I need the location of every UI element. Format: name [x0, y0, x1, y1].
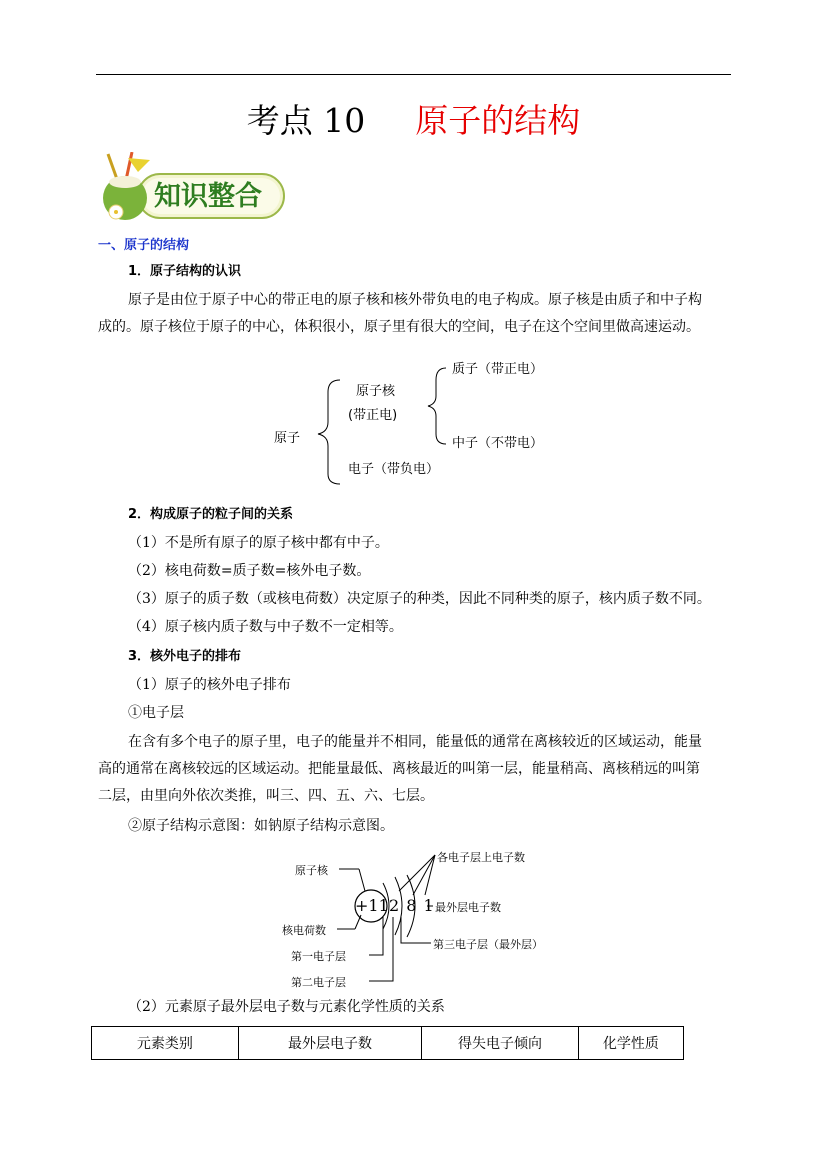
section-heading-1: 一、原子的结构 — [98, 238, 190, 253]
nucleus-label: 原子核 — [356, 384, 396, 399]
shell3-pointer-label: 第三电子层（最外层） — [433, 938, 543, 951]
electron-counts: 2 8 1 — [389, 896, 435, 915]
nucleus-charge-value: +11 — [355, 896, 389, 915]
subheading-3: 3．核外电子的排布 — [128, 649, 242, 664]
paragraph-line: 成的。原子核位于原子的中心，体积很小，原子里有很大的空间，电子在这个空间里做高速运动。 — [98, 319, 700, 335]
list-item: （4）原子核内质子数与中子数不一定相等。 — [128, 619, 403, 635]
paragraph-line: 二层，由里向外依次类推，叫三、四、五、六、七层。 — [98, 788, 434, 804]
atom-composition-diagram — [260, 352, 580, 487]
list-item: （2）核电荷数=质子数=核外电子数。 — [128, 563, 371, 579]
knowledge-badge-logo — [98, 152, 288, 224]
paragraph-shells — [98, 729, 734, 810]
title-topic: 原子的结构 — [415, 101, 581, 140]
table-header-cell: 化学性质 — [578, 1027, 683, 1060]
list-item: （1）原子的核外电子排布 — [128, 677, 291, 693]
electron-label: 电子（带负电） — [348, 462, 440, 477]
badge-text: 知识整合 — [154, 181, 262, 212]
list-item: （2）元素原子最外层电子数与元素化学性质的关系 — [128, 999, 445, 1015]
paragraph-line: 在含有多个电子的原子里，电子的能量并不相同，能量低的通常在离核较近的区域运动，能量 — [128, 734, 702, 750]
neutron-label: 中子（不带电） — [452, 436, 544, 451]
shell2-pointer-label: 第二电子层 — [291, 976, 346, 989]
table-header-row — [92, 1027, 684, 1060]
subheading-1: 1．原子结构的认识 — [128, 264, 242, 279]
page-title — [0, 96, 827, 146]
diagram-intro: ②原子结构示意图：如钠原子结构示意图。 — [128, 818, 394, 834]
atom-label: 原子 — [274, 431, 301, 446]
list-item: （3）原子的质子数（或核电荷数）决定原子的种类，因此不同种类的原子，核内质子数不同。 — [128, 591, 711, 607]
outer-shell-pointer-label: 最外层电子数 — [435, 901, 501, 914]
paragraph-structure — [98, 287, 734, 341]
shell-heading: ①电子层 — [128, 705, 184, 721]
nucleus-pointer-label: 原子核 — [295, 864, 328, 877]
proton-label: 质子（带正电） — [452, 362, 544, 377]
table-header-cell: 最外层电子数 — [238, 1027, 421, 1060]
element-property-table — [91, 1026, 684, 1060]
title-prefix: 考点 10 — [246, 101, 366, 140]
header-rule — [96, 74, 731, 75]
subheading-2: 2．构成原子的粒子间的关系 — [128, 507, 294, 522]
per-shell-pointer-label: 各电子层上电子数 — [437, 851, 525, 864]
table-header-cell: 得失电子倾向 — [422, 1027, 579, 1060]
shell1-pointer-label: 第一电子层 — [291, 950, 346, 963]
charge-pointer-label: 核电荷数 — [282, 924, 326, 937]
table-header-cell: 元素类别 — [92, 1027, 239, 1060]
nucleus-charge-label: (带正电) — [348, 408, 398, 423]
paragraph-line: 高的通常在离核较远的区域运动。把能量最低、离核最近的叫第一层，能量稍高、离核稍远的叫第 — [98, 761, 700, 777]
paragraph-line: 原子是由位于原子中心的带正电的原子核和核外带负电的电子构成。原子核是由质子和中子构 — [128, 292, 702, 308]
sodium-atom-diagram — [275, 845, 565, 995]
list-item: （1）不是所有原子的原子核中都有中子。 — [128, 535, 389, 551]
